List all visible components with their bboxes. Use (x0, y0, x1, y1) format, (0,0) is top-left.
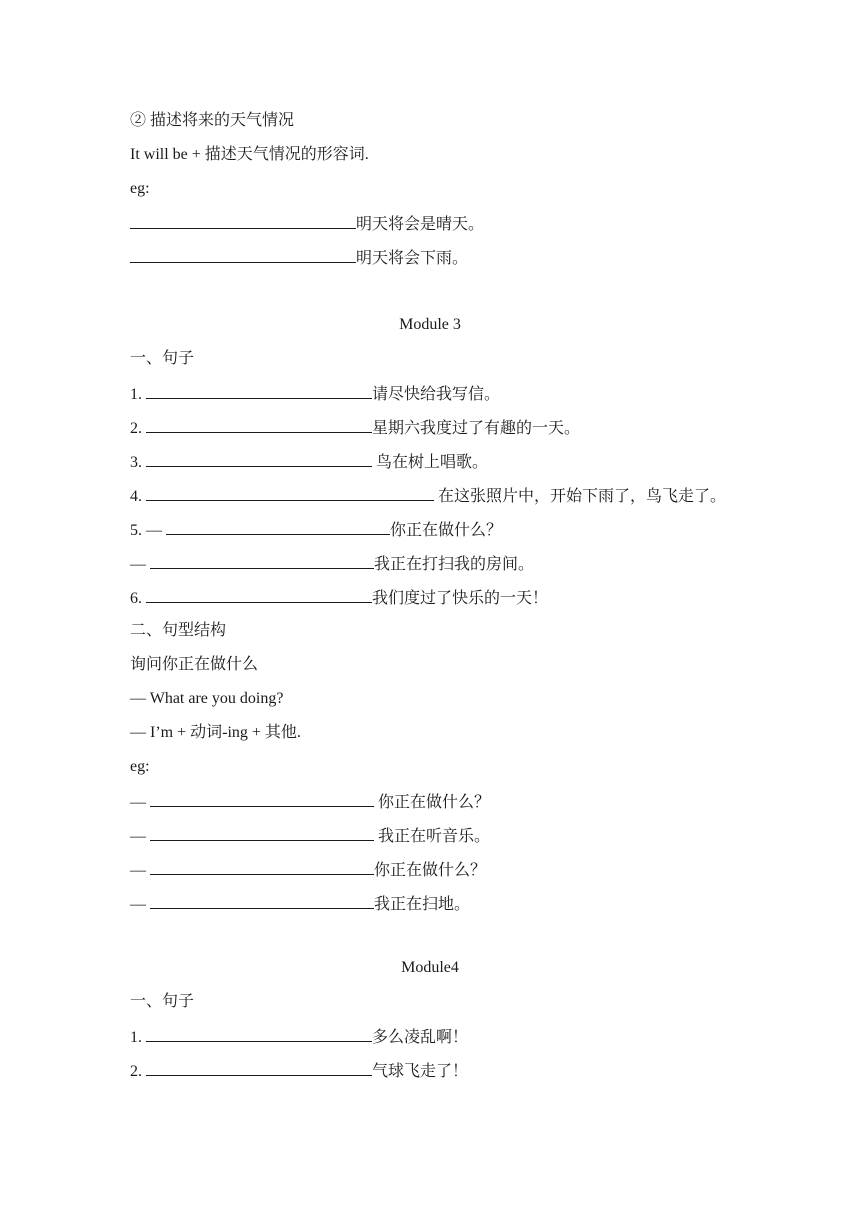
section-heading: 一、句子 (130, 350, 195, 367)
answer-blank[interactable] (146, 485, 434, 501)
answer-blank[interactable] (146, 587, 372, 603)
exercise-line: 5. — 你正在做什么？ (130, 519, 502, 541)
answer-blank[interactable] (130, 213, 356, 229)
exercise-line: — 我正在扫地。 (130, 893, 470, 915)
answer-blank[interactable] (150, 825, 374, 841)
body-text: 询问你正在做什么 (130, 656, 259, 673)
exercise-line: 3. 鸟在树上唱歌。 (130, 451, 488, 473)
exercise-line: 明天将会是晴天。 (130, 213, 484, 235)
exercise-line: 明天将会下雨。 (130, 247, 468, 269)
pattern-text: It will be + 描述天气情况的形容词. (130, 146, 369, 163)
answer-blank[interactable] (130, 247, 356, 263)
answer-blank[interactable] (146, 383, 372, 399)
exercise-line: — 你正在做什么？ (130, 791, 490, 813)
exercise-line: 2. 气球飞走了！ (130, 1060, 468, 1082)
module-title: Module 3 (399, 316, 461, 333)
exercise-line: — 我正在听音乐。 (130, 825, 490, 847)
section-heading: 一、句子 (130, 993, 195, 1010)
exercise-line: 1. 多么凌乱啊！ (130, 1026, 468, 1048)
answer-blank[interactable] (146, 451, 372, 467)
pattern-text: — What are you doing? (130, 690, 284, 707)
eg-label: eg: (130, 758, 150, 775)
exercise-line: 2. 星期六我度过了有趣的一天。 (130, 417, 580, 439)
exercise-line: 1. 请尽快给我写信。 (130, 383, 500, 405)
pattern-text: — I’m + 动词-ing + 其他. (130, 724, 301, 741)
answer-blank[interactable] (166, 519, 390, 535)
answer-blank[interactable] (146, 1026, 372, 1042)
answer-blank[interactable] (150, 859, 374, 875)
exercise-line: 6. 我们度过了快乐的一天！ (130, 587, 548, 609)
eg-label: eg: (130, 180, 150, 197)
answer-blank[interactable] (150, 553, 374, 569)
answer-blank[interactable] (150, 791, 374, 807)
exercise-line: 4. 在这张照片中，开始下雨了，鸟飞走了。 (130, 485, 726, 507)
section-heading: ② 描述将来的天气情况 (130, 112, 295, 129)
section-heading: 二、句型结构 (130, 622, 227, 639)
exercise-line: — 你正在做什么？ (130, 859, 486, 881)
answer-blank[interactable] (146, 417, 372, 433)
answer-blank[interactable] (150, 893, 374, 909)
answer-blank[interactable] (146, 1060, 372, 1076)
exercise-line: — 我正在打扫我的房间。 (130, 553, 534, 575)
module-title: Module4 (401, 959, 459, 976)
